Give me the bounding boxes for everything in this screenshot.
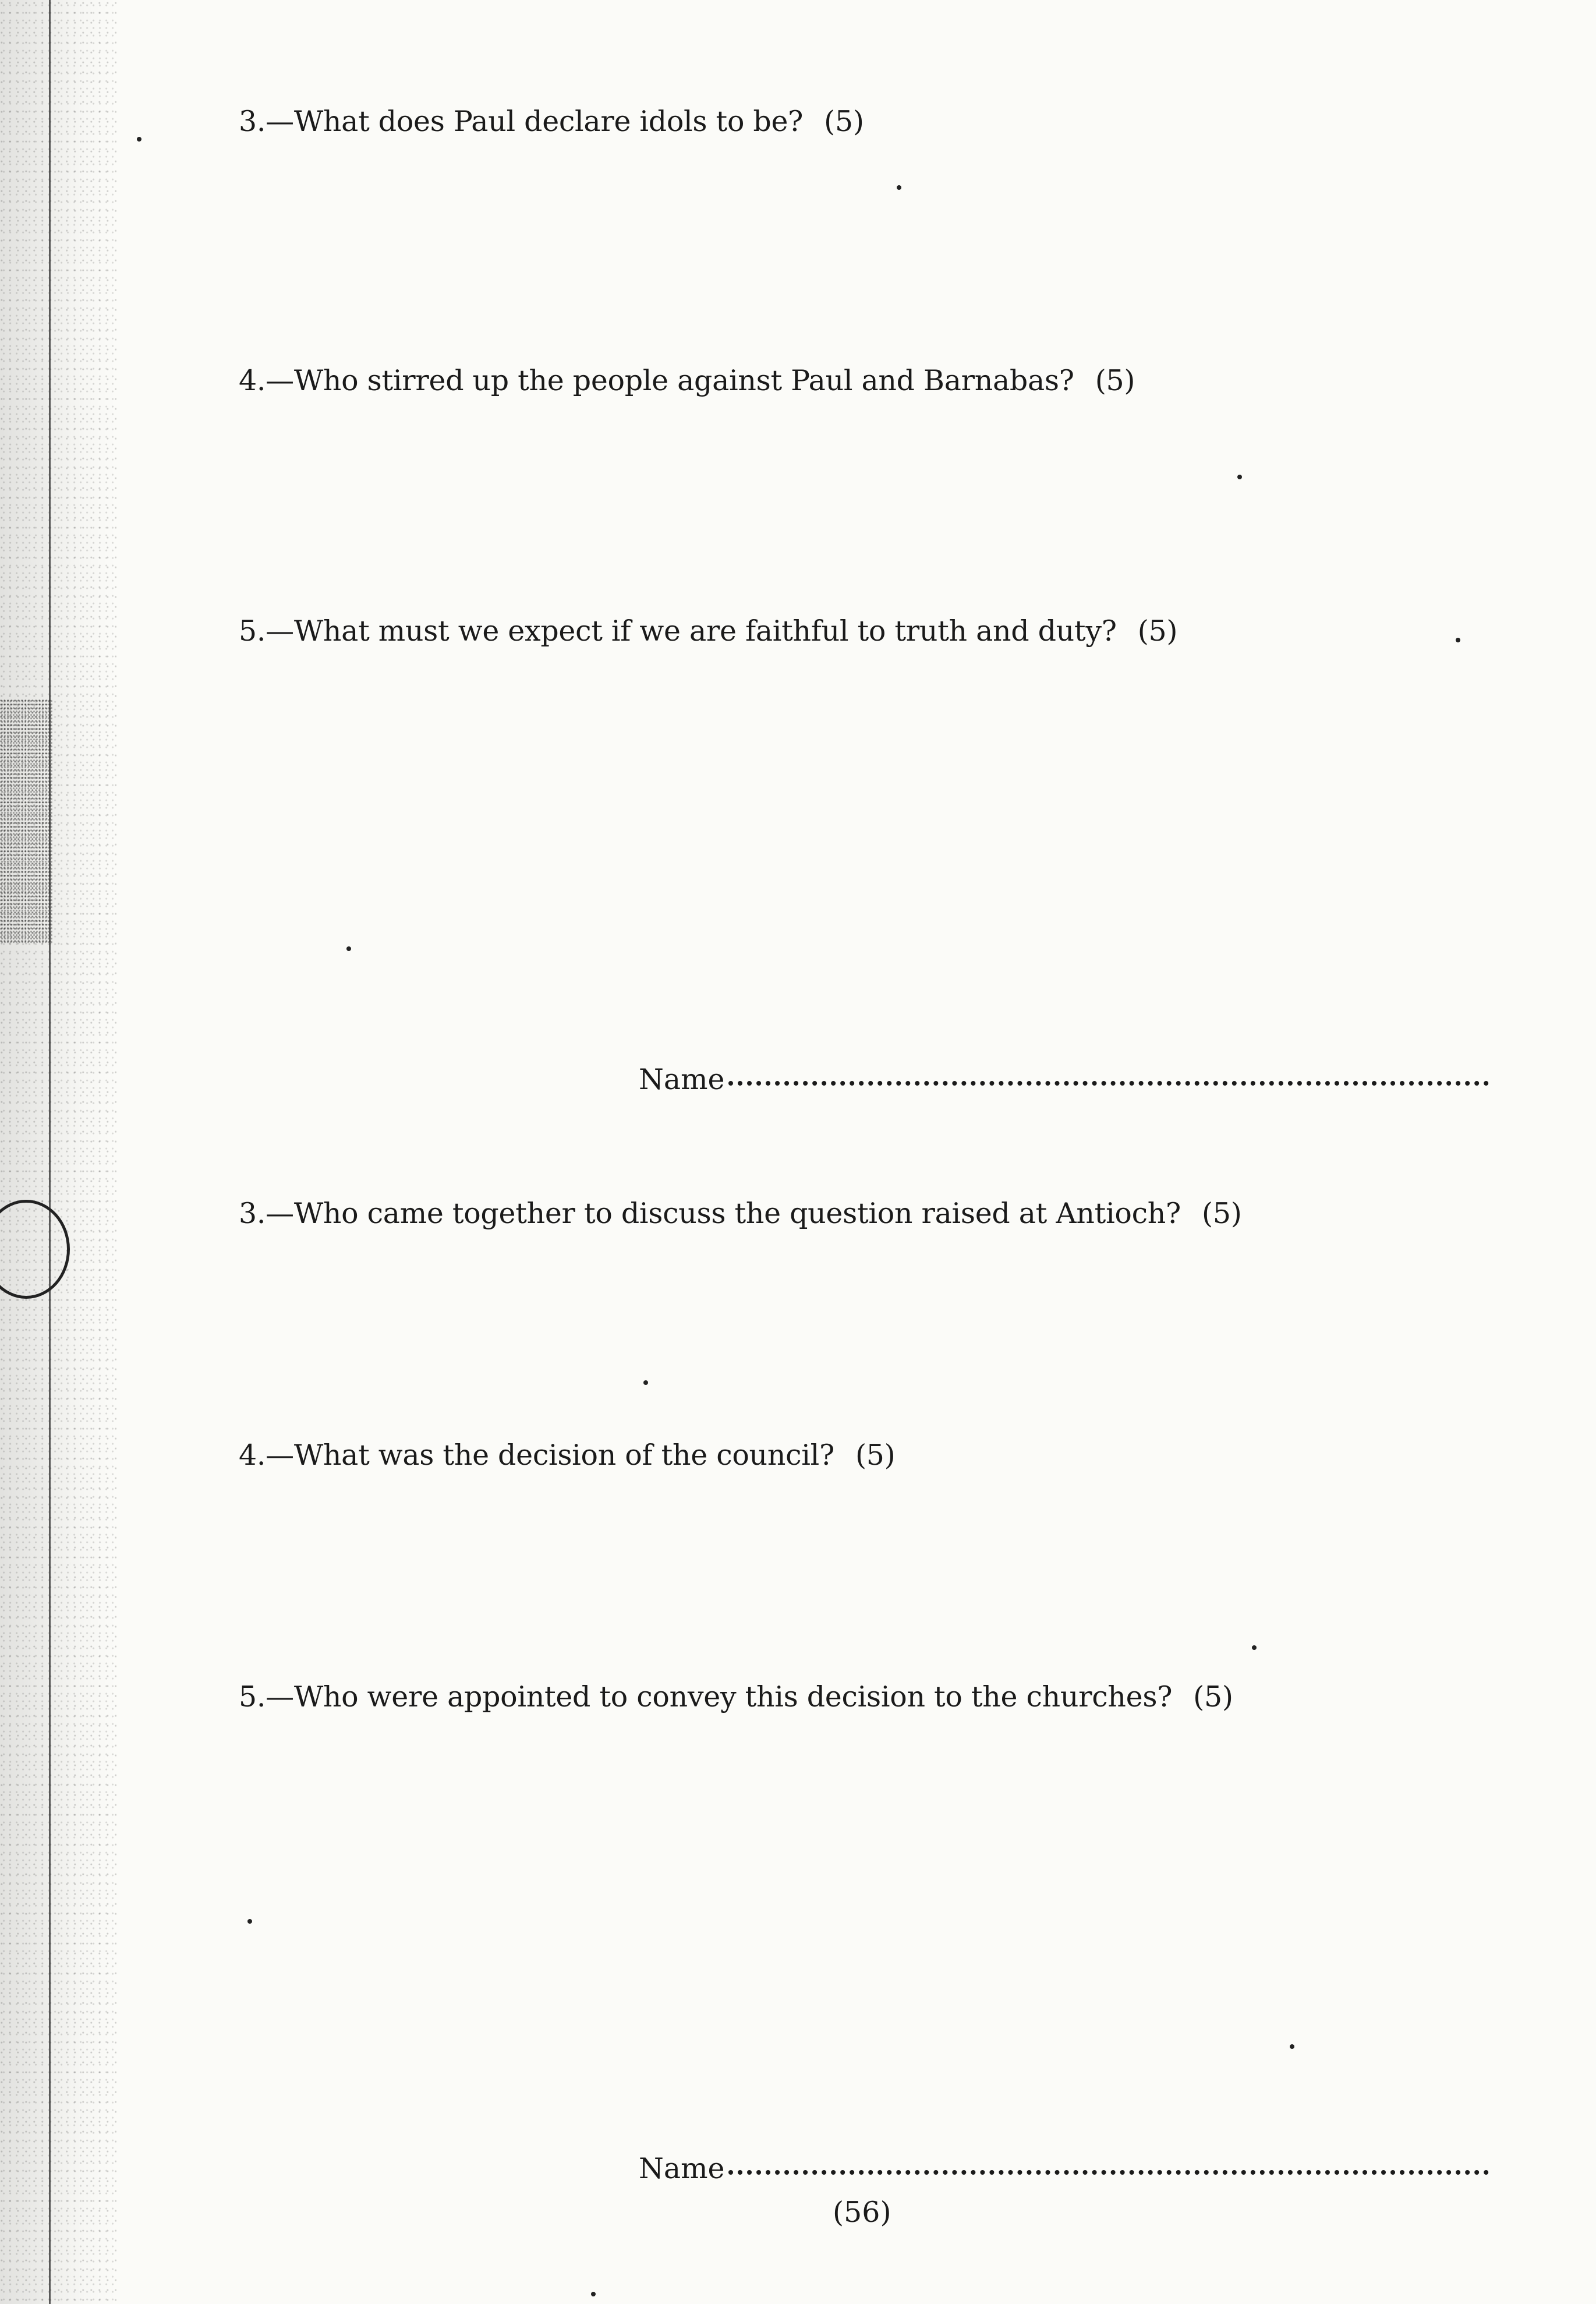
- name-dotted-line: [728, 1081, 1489, 1086]
- question-text: 4.—Who stirred up the people against Paul and Barnabas?: [239, 364, 1074, 397]
- print-speck: [137, 137, 141, 142]
- question-points: (5): [855, 1439, 896, 1472]
- question-points: (5): [1095, 364, 1135, 397]
- question-text: 5.—Who were appointed to convey this decision to the churches?: [239, 1680, 1173, 1713]
- print-speck: [1252, 1645, 1257, 1650]
- page-number: (56): [833, 2196, 891, 2229]
- question-top-5: [239, 614, 1177, 648]
- binding-shadow: [0, 699, 52, 943]
- print-speck: [897, 185, 901, 190]
- question-points: (5): [1202, 1197, 1242, 1230]
- binding-edge: [0, 0, 116, 2304]
- print-speck: [1456, 638, 1460, 642]
- question-top-4: [239, 364, 1135, 397]
- print-speck: [247, 1919, 252, 1924]
- question-text: 3.—Who came together to discuss the question raised at Antioch?: [239, 1197, 1181, 1230]
- binding-line: [49, 0, 51, 2304]
- print-speck: [1237, 475, 1242, 479]
- question-text: 5.—What must we expect if we are faithful to truth and duty?: [239, 614, 1117, 648]
- question-bottom-5: [239, 1680, 1233, 1713]
- print-speck: [591, 2292, 596, 2296]
- name-label: Name: [639, 1063, 725, 1096]
- question-points: (5): [1137, 614, 1178, 648]
- question-text: 3.—What does Paul declare idols to be?: [239, 105, 804, 138]
- question-text: 4.—What was the decision of the council?: [239, 1439, 834, 1472]
- question-points: (5): [1193, 1680, 1233, 1713]
- name-field-top[interactable]: [639, 1063, 1489, 1096]
- question-bottom-3: [239, 1197, 1242, 1230]
- question-points: (5): [824, 105, 864, 138]
- print-speck: [643, 1380, 648, 1385]
- name-label: Name: [639, 2152, 725, 2185]
- question-top-3: [239, 105, 864, 138]
- name-field-bottom[interactable]: [639, 2152, 1489, 2185]
- print-speck: [1290, 2044, 1294, 2049]
- name-dotted-line: [728, 2170, 1489, 2175]
- question-bottom-4: [239, 1439, 895, 1472]
- print-speck: [346, 946, 351, 951]
